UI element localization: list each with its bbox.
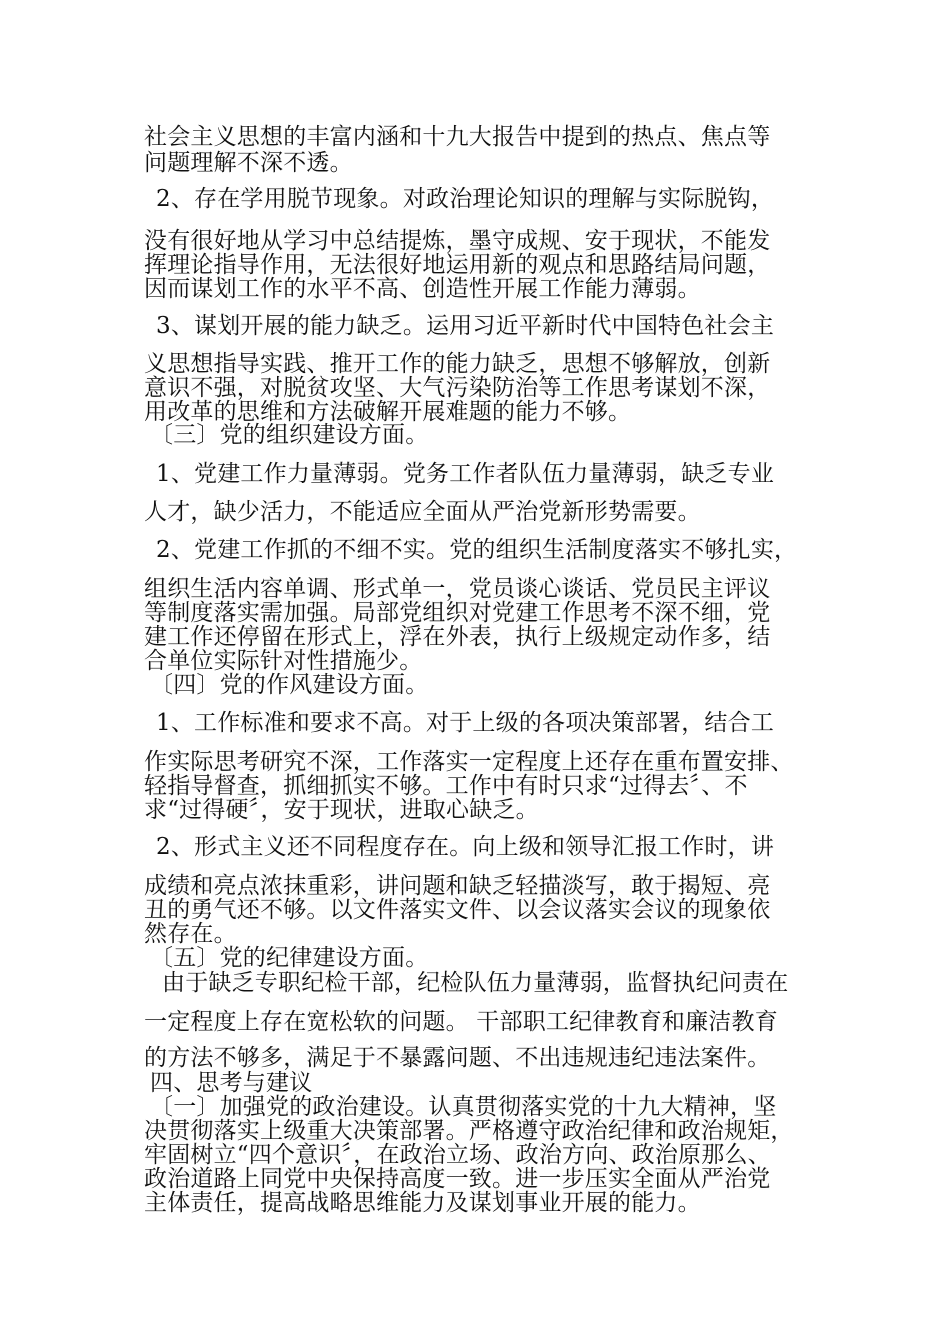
text-line: 组织生活内容单调、形式单一，党员谈心谈话、党员民主评议 [144, 576, 771, 602]
text-line: 建工作还停留在形式上，浮在外表，执行上级规定动作多，结 [144, 624, 771, 650]
text-line: 1、党建工作力量薄弱。党务工作者队伍力量薄弱，缺乏专业 [156, 461, 775, 487]
text-line: 问题理解不深不透。 [144, 150, 353, 176]
text-line: 2、存在学用脱节现象。对政治理论知识的理解与实际脱钩， [156, 186, 775, 212]
section-heading: 四、思考与建议 [150, 1070, 313, 1096]
text-line: 轻指导督查，抓细抓实不够。工作中有时只求“过得去〞、不 [144, 773, 748, 799]
section-heading: 〔五〕党的纪律建设方面。 [150, 945, 429, 971]
text-line: 丑的勇气还不够。以文件落实文件、以会议落实会议的现象依 [144, 897, 771, 923]
section-heading: 〔三〕党的组织建设方面。 [150, 422, 429, 448]
text-line: 作实际思考研究不深，工作落实一定程度上还存在重布置安排、 [144, 749, 794, 775]
text-line: 因而谋划工作的水平不高、创造性开展工作能力薄弱。 [144, 276, 701, 302]
text-line: 2、形式主义还不同程度存在。向上级和领导汇报工作时，讲 [156, 834, 775, 860]
text-line: 一定程度上存在宽松软的问题。 干部职工纪律教育和廉洁教育 [144, 1009, 778, 1035]
text-line: 合单位实际针对性措施少。 [144, 648, 423, 674]
text-line: 没有很好地从学习中总结提炼，墨守成规、安于现状，不能发 [144, 228, 771, 254]
text-line: 牢固树立“四个意识〞，在政治立场、政治方向、政治原那么、 [144, 1142, 771, 1168]
text-line: 然存在。 [144, 921, 237, 947]
text-line: 意识不强，对脱贫攻坚、大气污染防治等工作思考谋划不深， [144, 375, 771, 401]
text-line: 政治道路上同党中央保持高度一致。进一步压实全面从严治党 [144, 1166, 771, 1192]
text-line: 社会主义思想的丰富内涵和十九大报告中提到的热点、焦点等 [144, 124, 771, 150]
text-line: 挥理论指导作用，无法很好地运用新的观点和思路结局问题， [144, 252, 771, 278]
text-line: 人才，缺少活力，不能适应全面从严治党新形势需要。 [144, 499, 701, 525]
text-line: 的方法不够多，满足于不暴露问题、不出违规违纪违法案件。 [144, 1045, 771, 1071]
text-line: 1、工作标准和要求不高。对于上级的各项决策部署，结合工 [156, 710, 775, 736]
text-line: 成绩和亮点浓抹重彩，讲问题和缺乏轻描淡写，敢于揭短、亮 [144, 873, 771, 899]
text-line: 由于缺乏专职纪检干部，纪检队伍力量薄弱，监督执纪问责在 [162, 970, 789, 996]
text-line: 3、谋划开展的能力缺乏。运用习近平新时代中国特色社会主 [156, 313, 775, 339]
text-line: 〔一〕加强党的政治建设。认真贯彻落实党的十九大精神，坚 [150, 1094, 777, 1120]
text-line: 决贯彻落实上级重大决策部署。严格遵守政治纪律和政治规矩， [144, 1118, 794, 1144]
text-line: 主体责任，提高战略思维能力及谋划事业开展的能力。 [144, 1190, 701, 1216]
text-line: 等制度落实需加强。局部党组织对党建工作思考不深不细，党 [144, 600, 771, 626]
section-heading: 〔四〕党的作风建设方面。 [150, 672, 429, 698]
text-line: 求“过得硬〞，安于现状，进取心缺乏。 [144, 797, 539, 823]
text-line: 2、党建工作抓的不细不实。党的组织生活制度落实不够扎实， [156, 537, 798, 563]
text-line: 用改革的思维和方法破解开展难题的能力不够。 [144, 399, 632, 425]
text-line: 义思想指导实践、推开工作的能力缺乏，思想不够解放，创新 [144, 351, 771, 377]
